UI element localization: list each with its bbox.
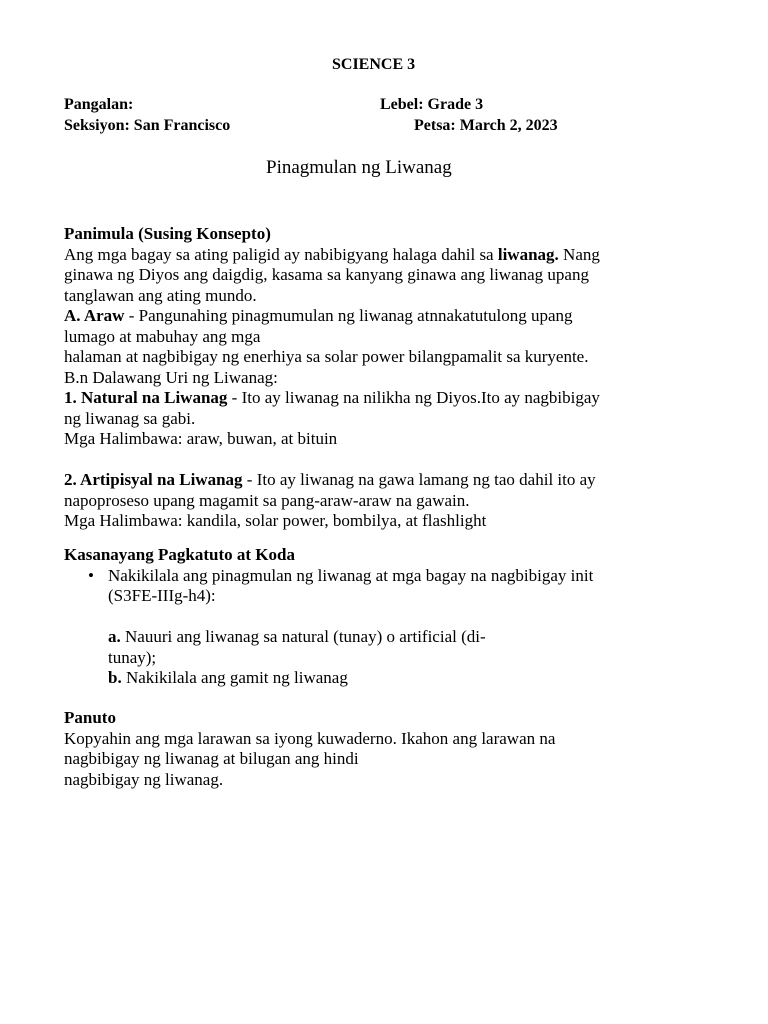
sub-a-text-2: tunay); <box>108 647 157 667</box>
araw-line-2: lumago at mabuhay ang mga <box>64 326 261 346</box>
sub-item-a-line-2 <box>64 648 704 669</box>
araw-line-1 <box>64 306 704 327</box>
intro-line-1 <box>64 245 704 266</box>
intro-heading: Panimula (Susing Konsepto) <box>64 224 271 243</box>
bullet-code: (S3FE-IIIg-h4): <box>108 586 216 605</box>
sub-b-text: Nakikilala ang gamit ng liwanag <box>121 668 348 687</box>
level-label: Lebel: Grade 3 <box>380 96 484 113</box>
name-label: Pangalan: <box>64 96 134 113</box>
artificial-label: 2. Artipisyal na Liwanag <box>64 470 243 489</box>
sub-b-label: b. <box>108 668 122 687</box>
section-label: Seksiyon: San Francisco <box>64 117 231 134</box>
natural-label: 1. Natural na Liwanag <box>64 388 228 407</box>
sub-item-b <box>64 668 704 689</box>
araw-label: A. Araw <box>64 306 125 325</box>
date-label: Petsa: March 2, 2023 <box>414 117 558 134</box>
bullet-line-2 <box>64 586 704 607</box>
natural-line-2: ng liwanag sa gabi. <box>64 408 196 428</box>
artificial-line-1 <box>64 470 704 491</box>
artificial-line-2: napoproseso upang magamit sa pang-araw-araw na gawain. <box>64 490 470 510</box>
araw-line-3: halaman at nagbibigay ng enerhiya sa solar power bilangpamalit sa kuryente. <box>64 347 589 366</box>
instructions-section <box>64 708 704 790</box>
natural-text: - Ito ay liwanag na nilikha ng Diyos.Ito ay nagbibigay <box>227 388 600 407</box>
artificial-text: - Ito ay liwanag na gawa lamang ng tao dahil ito ay <box>242 470 596 489</box>
sub-a-label: a. <box>108 627 121 646</box>
competency-heading: Kasanayang Pagkatuto at Koda <box>64 545 295 564</box>
artificial-examples: Mga Halimbawa: kandila, solar power, bombilya, at flashlight <box>64 511 487 530</box>
instructions-line-2: nagbibigay ng liwanag at bilugan ang hindi <box>64 749 359 768</box>
sub-a-text: Nauuri ang liwanag sa natural (tunay) o artificial (di- <box>120 627 486 646</box>
blank-line-2 <box>64 607 704 628</box>
instructions-line-3: nagbibigay ng liwanag. <box>64 769 224 789</box>
sub-item-a <box>64 627 704 648</box>
types-heading: B.n Dalawang Uri ng Liwanag: <box>64 367 278 387</box>
instructions-line-1: Kopyahin ang mga larawan sa iyong kuwaderno. Ikahon ang larawan na <box>64 728 556 748</box>
instructions-heading: Panuto <box>64 708 116 727</box>
bullet-icon: • <box>88 565 94 585</box>
intro-bold-word: liwanag. <box>497 244 559 264</box>
natural-examples: Mga Halimbawa: araw, buwan, at bituin <box>64 429 338 448</box>
competency-section <box>64 545 704 689</box>
intro-section <box>64 224 704 532</box>
subject-heading: SCIENCE 3 <box>332 56 416 73</box>
intro-text-end: Nang <box>558 244 600 264</box>
intro-line-2: ginawa ng Diyos ang daigdig, kasama sa kanyang ginawa ang liwanag upang <box>64 265 589 284</box>
bullet-text-1: Nakikilala ang pinagmulan ng liwanag at mga bagay na nagbibigay init <box>108 565 594 585</box>
document-title: Pinagmulan ng Liwanag <box>266 157 452 178</box>
bullet-item <box>64 566 704 587</box>
intro-text: Ang mga bagay sa ating paligid ay nabibigyang halaga dahil sa <box>64 244 498 264</box>
intro-line-3: tanglawan ang ating mundo. <box>64 285 257 305</box>
blank-line <box>64 450 704 471</box>
natural-line-1 <box>64 388 704 409</box>
araw-text: - Pangunahing pinagmumulan ng liwanag atnnakatutulong upang <box>124 306 573 325</box>
